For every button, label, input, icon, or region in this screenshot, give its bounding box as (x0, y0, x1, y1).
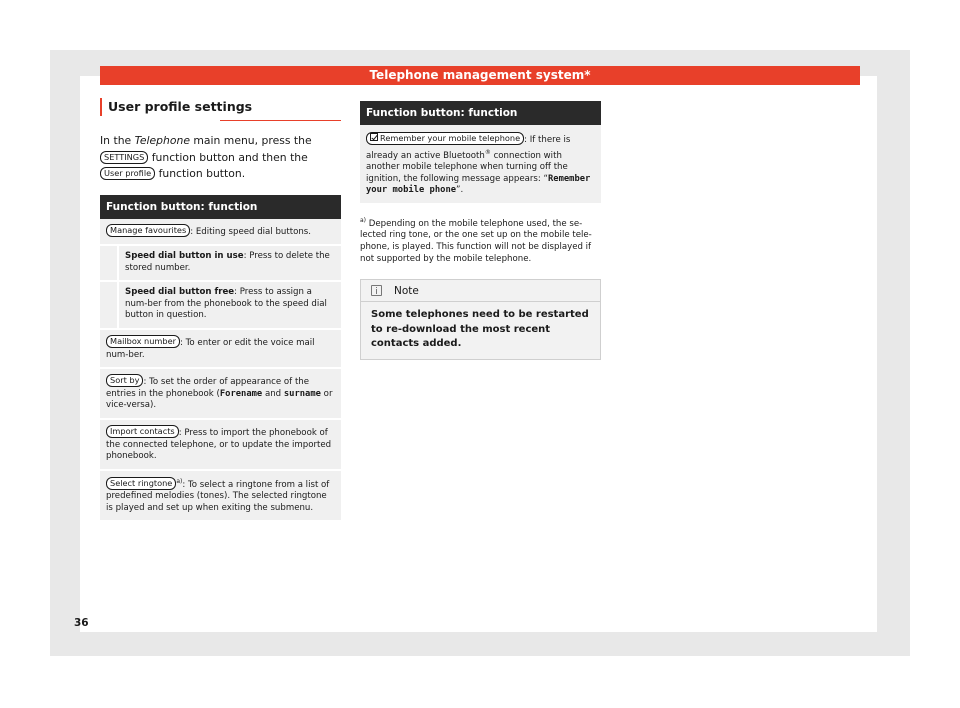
subrow-text: : Press to assign a num-ber from the phonebook to the speed dial button in question. (125, 287, 327, 321)
table-heading: Function button: function (360, 101, 601, 125)
row-text: and (262, 388, 284, 399)
remember-mobile-telephone-button[interactable] (366, 132, 524, 145)
table-row (100, 369, 341, 420)
row-text: : To select a ringtone from a list of predefined melodies (tones). The selected ringtone is played and set up when exiting the submenu. (106, 479, 330, 513)
subrow-content (119, 246, 341, 280)
sort-by-button[interactable]: Sort by (106, 374, 143, 387)
function-table-right (360, 101, 601, 205)
note-text: Some telephones need to be restarted to re-download the most recent contacts added. (371, 309, 589, 350)
display-text-surname: surname (283, 388, 321, 399)
table-row (100, 420, 341, 471)
row-text: : Editing speed dial buttons. (190, 226, 312, 237)
table-row (100, 471, 341, 523)
display-message: Remember your mobile phone (366, 173, 591, 196)
table-heading: Function button: function (100, 195, 341, 219)
row-text: : To set the order of appearance of the entries in the phonebook ( (106, 377, 310, 399)
intro-text: function button. (155, 167, 246, 180)
footnote-ref: a) (176, 477, 183, 485)
select-ringtone-button[interactable]: Select ringtone (106, 477, 176, 490)
subrow-indent (100, 246, 119, 280)
row-text: : To enter or edit the voice mail num-ber. (106, 338, 315, 360)
import-contacts-button[interactable]: Import contacts (106, 425, 179, 438)
table-subrow (100, 246, 341, 282)
row-text: : Press to import the phonebook of the connected telephone, or to update the imported phonebook. (106, 428, 332, 462)
chapter-header: Telephone management system* (100, 66, 860, 85)
checkbox-icon (370, 133, 378, 141)
right-column (360, 101, 601, 360)
subrow-term: Speed dial button in use (125, 251, 244, 262)
page-number: 36 (74, 617, 89, 629)
table-subrow (100, 282, 341, 330)
table-row (100, 219, 341, 247)
note-box (360, 279, 601, 360)
section-title: User profile settings (100, 98, 341, 116)
section-rule (220, 120, 341, 121)
manage-favourites-button[interactable]: Manage favourites (106, 224, 190, 237)
subrow-term: Speed dial button free (125, 287, 235, 298)
row-text: : If there is already an active Bluetooth (366, 135, 571, 161)
row-text: connection with another mobile telephone when turning off the ignition, the following message appears: “ (366, 150, 568, 184)
note-label: Note (394, 284, 419, 297)
subrow-content (119, 282, 341, 328)
table-row (360, 125, 601, 205)
subrow-text: : Press to delete the stored number. (125, 251, 330, 273)
settings-button[interactable]: SETTINGS (100, 151, 148, 164)
user-profile-button[interactable]: User profile (100, 167, 155, 180)
mailbox-number-button[interactable]: Mailbox number (106, 335, 180, 348)
info-icon (371, 285, 382, 296)
function-table (100, 195, 341, 523)
button-label: Remember your mobile telephone (380, 133, 521, 143)
row-text: or vice-versa). (106, 388, 333, 411)
table-row (100, 330, 341, 369)
intro-text: In the (100, 134, 135, 147)
intro-text: main menu, press the (189, 134, 312, 147)
footnote-mark: a) (360, 216, 367, 224)
footnote-text: Depending on the mobile telephone used, the se-lected ring tone, or the one set up on the mobile tele-phone, is played. This function will not be displayed if not supported by the mobile telephone. (360, 218, 592, 264)
row-text: ”. (456, 185, 464, 196)
intro-paragraph (100, 133, 341, 183)
display-text-forename: Forename (219, 388, 263, 399)
note-header (361, 280, 600, 302)
subrow-indent (100, 282, 119, 328)
footnote (360, 215, 601, 265)
left-column (100, 98, 341, 522)
intro-text: function button and then the (148, 150, 308, 164)
registered-mark: ® (484, 148, 491, 156)
menu-name: Telephone (134, 134, 190, 147)
